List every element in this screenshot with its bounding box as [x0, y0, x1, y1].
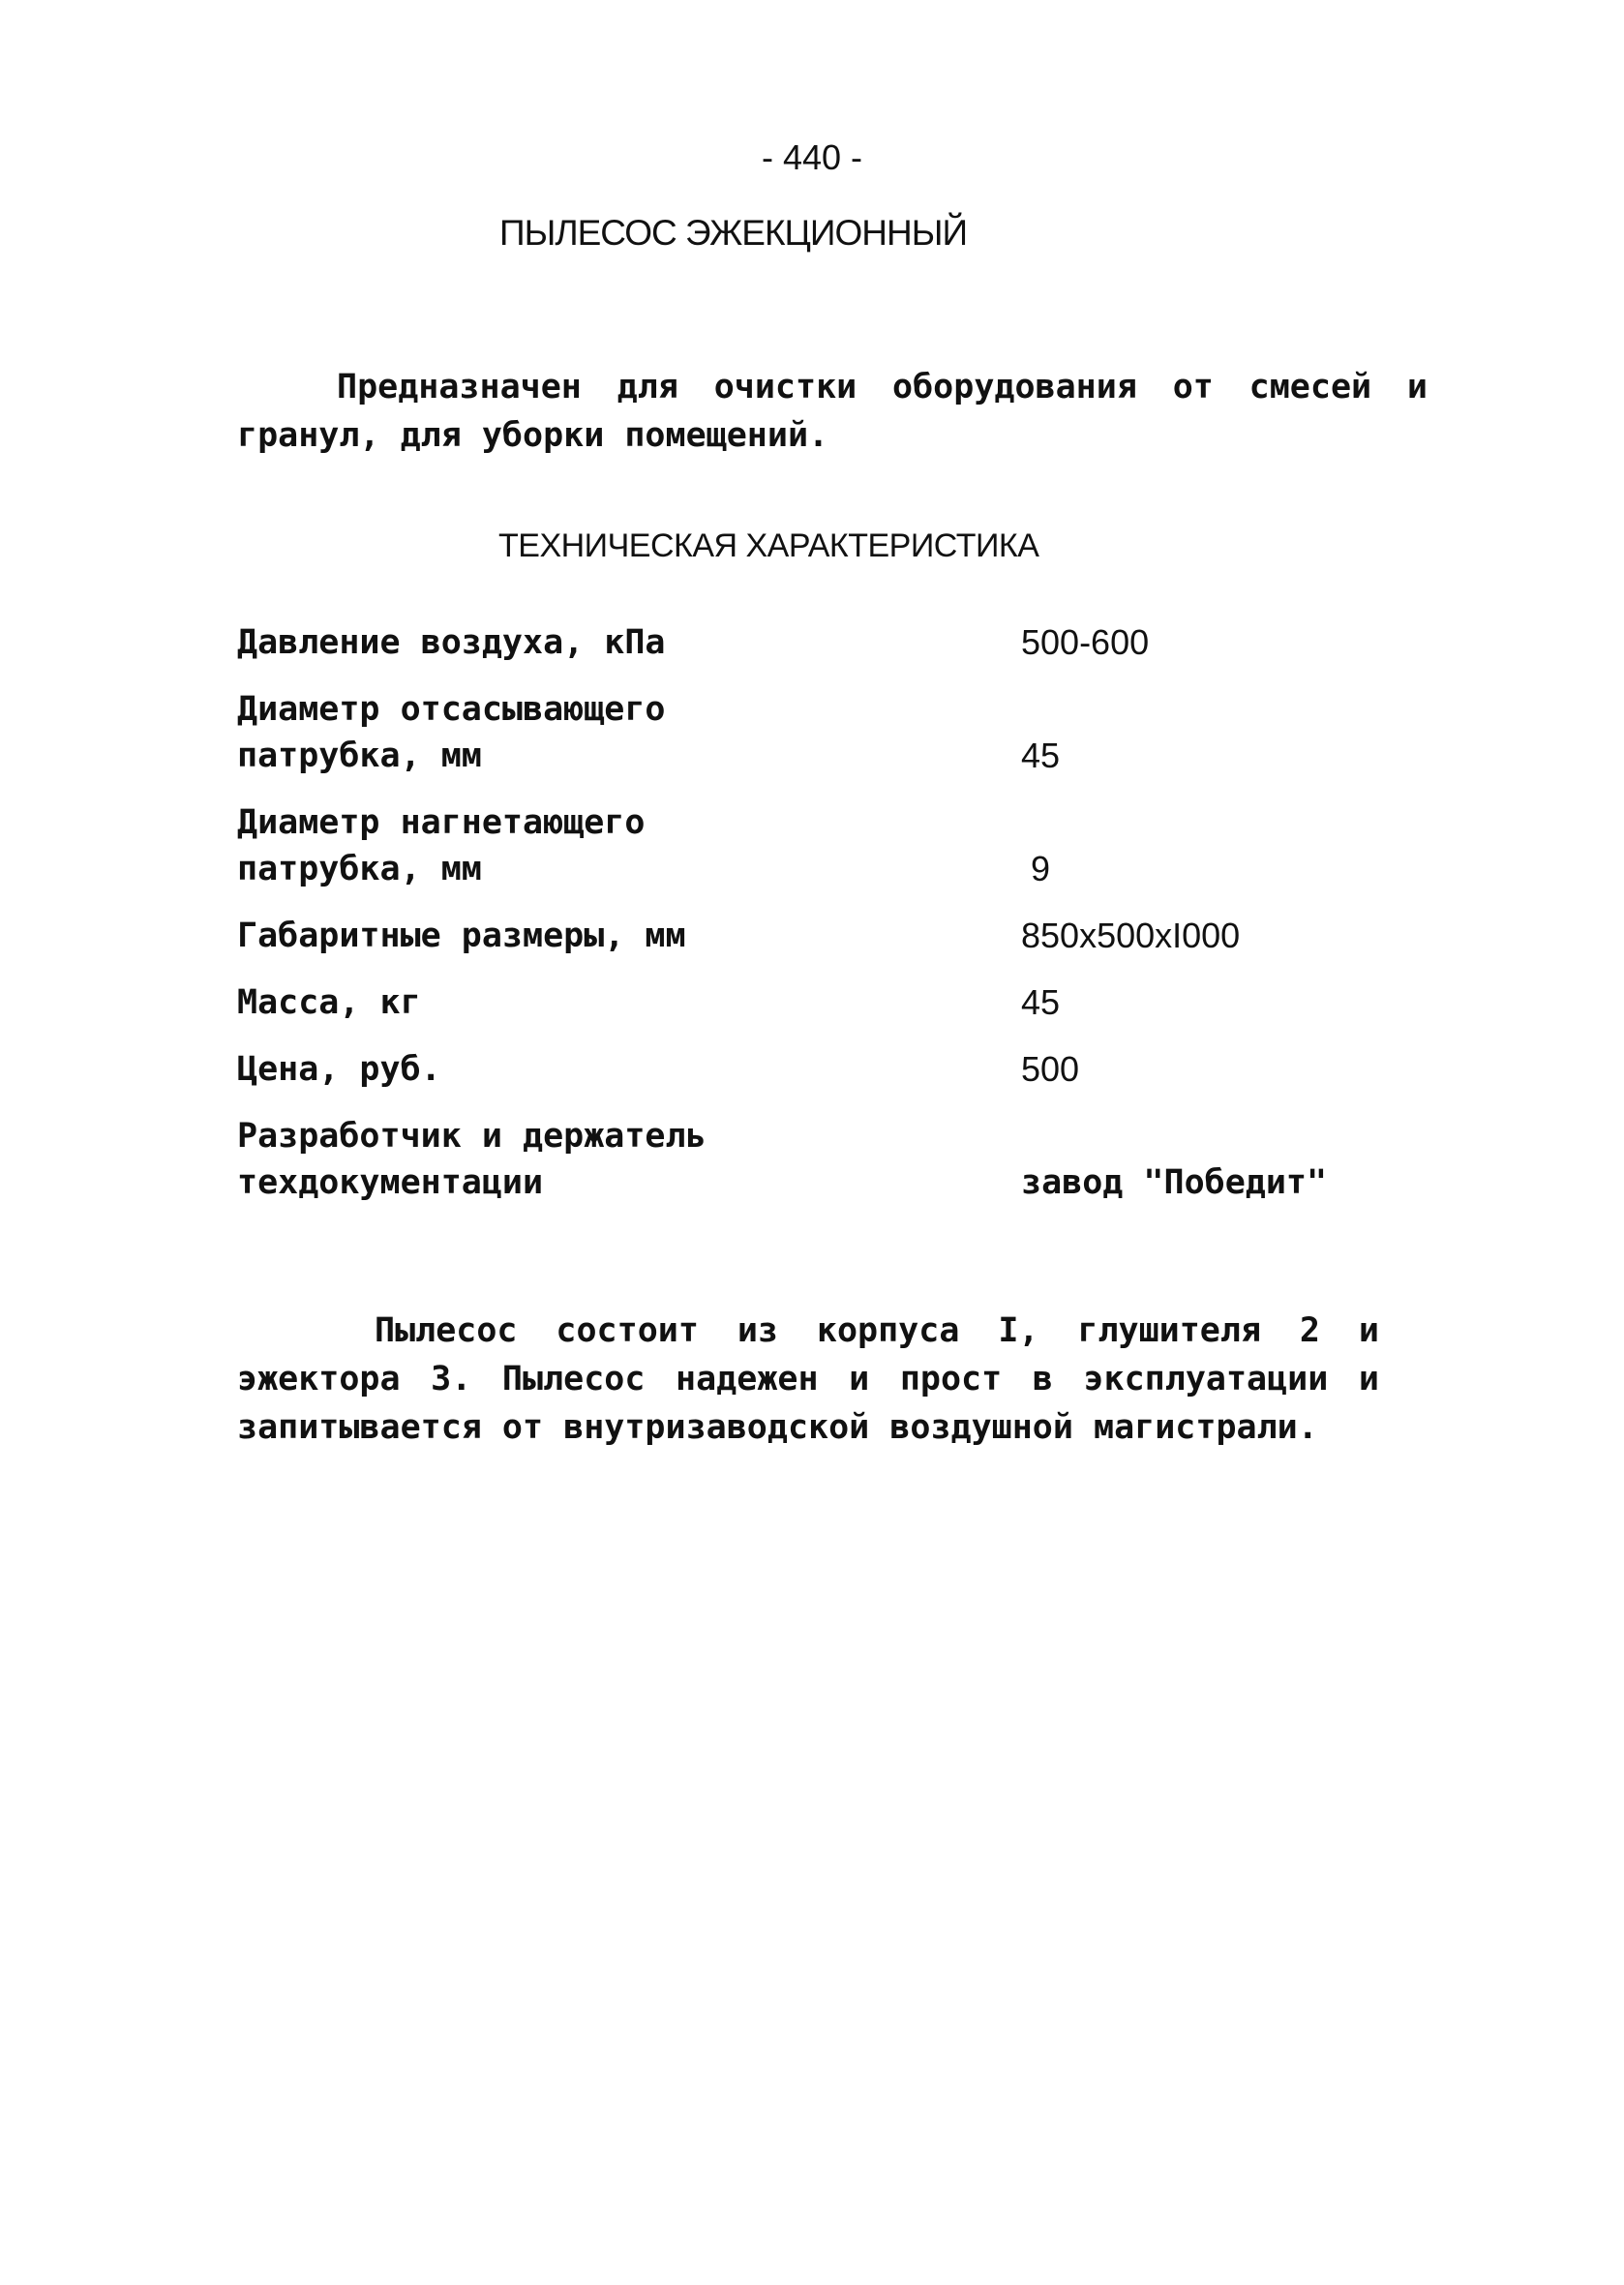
spec-row-line	[237, 1093, 1398, 1159]
spec-row	[237, 733, 1398, 779]
spec-heading: ТЕХНИЧЕСКАЯ ХАРАКТЕРИСТИКА	[498, 527, 1039, 564]
spec-value: 500	[1021, 1049, 1080, 1089]
spec-row	[237, 1159, 1398, 1206]
spec-label: Цена, руб.	[237, 1050, 441, 1089]
spec-value: 45	[1021, 736, 1061, 775]
document-title: ПЫЛЕСОС ЭЖЕКЦИОННЫЙ	[499, 213, 968, 253]
spec-value: завод "Победит"	[1021, 1163, 1328, 1202]
spec-label: Диаметр отсасывающего	[237, 690, 666, 729]
spec-table	[237, 619, 1398, 1206]
spec-value: 45	[1021, 982, 1061, 1022]
spec-value: 850x500xI000	[1021, 916, 1241, 955]
spec-label: патрубка, мм	[237, 850, 482, 888]
intro-paragraph: Предназначен для очистки оборудования от смесей и гранул, для уборки помещений.	[237, 368, 1428, 455]
spec-value: 500-600	[1021, 622, 1150, 662]
spec-value: 9	[1021, 849, 1051, 888]
spec-label: Давление воздуха, кПа	[237, 623, 666, 662]
spec-row-line	[237, 779, 1398, 846]
spec-label: Масса, кг	[237, 983, 421, 1022]
spec-row	[237, 846, 1398, 892]
spec-label: Разработчик и держатель	[237, 1117, 707, 1156]
spec-row-line	[237, 666, 1398, 733]
spec-row	[237, 959, 1398, 1026]
page-number: - 440 -	[761, 137, 863, 177]
spec-row	[237, 1026, 1398, 1093]
spec-row	[237, 892, 1398, 959]
spec-label: техдокументации	[237, 1163, 544, 1202]
spec-label: Диаметр нагнетающего	[237, 803, 646, 842]
description-paragraph: Пылесос состоит из корпуса I, глушителя 2 и эжектора 3. Пылесос надежен и прост в эксплуатации и запитывается от внутризаводской воздушной магистрали.	[237, 1311, 1379, 1447]
spec-label: патрубка, мм	[237, 737, 482, 775]
spec-row	[237, 619, 1398, 666]
spec-label: Габаритные размеры, мм	[237, 917, 686, 955]
